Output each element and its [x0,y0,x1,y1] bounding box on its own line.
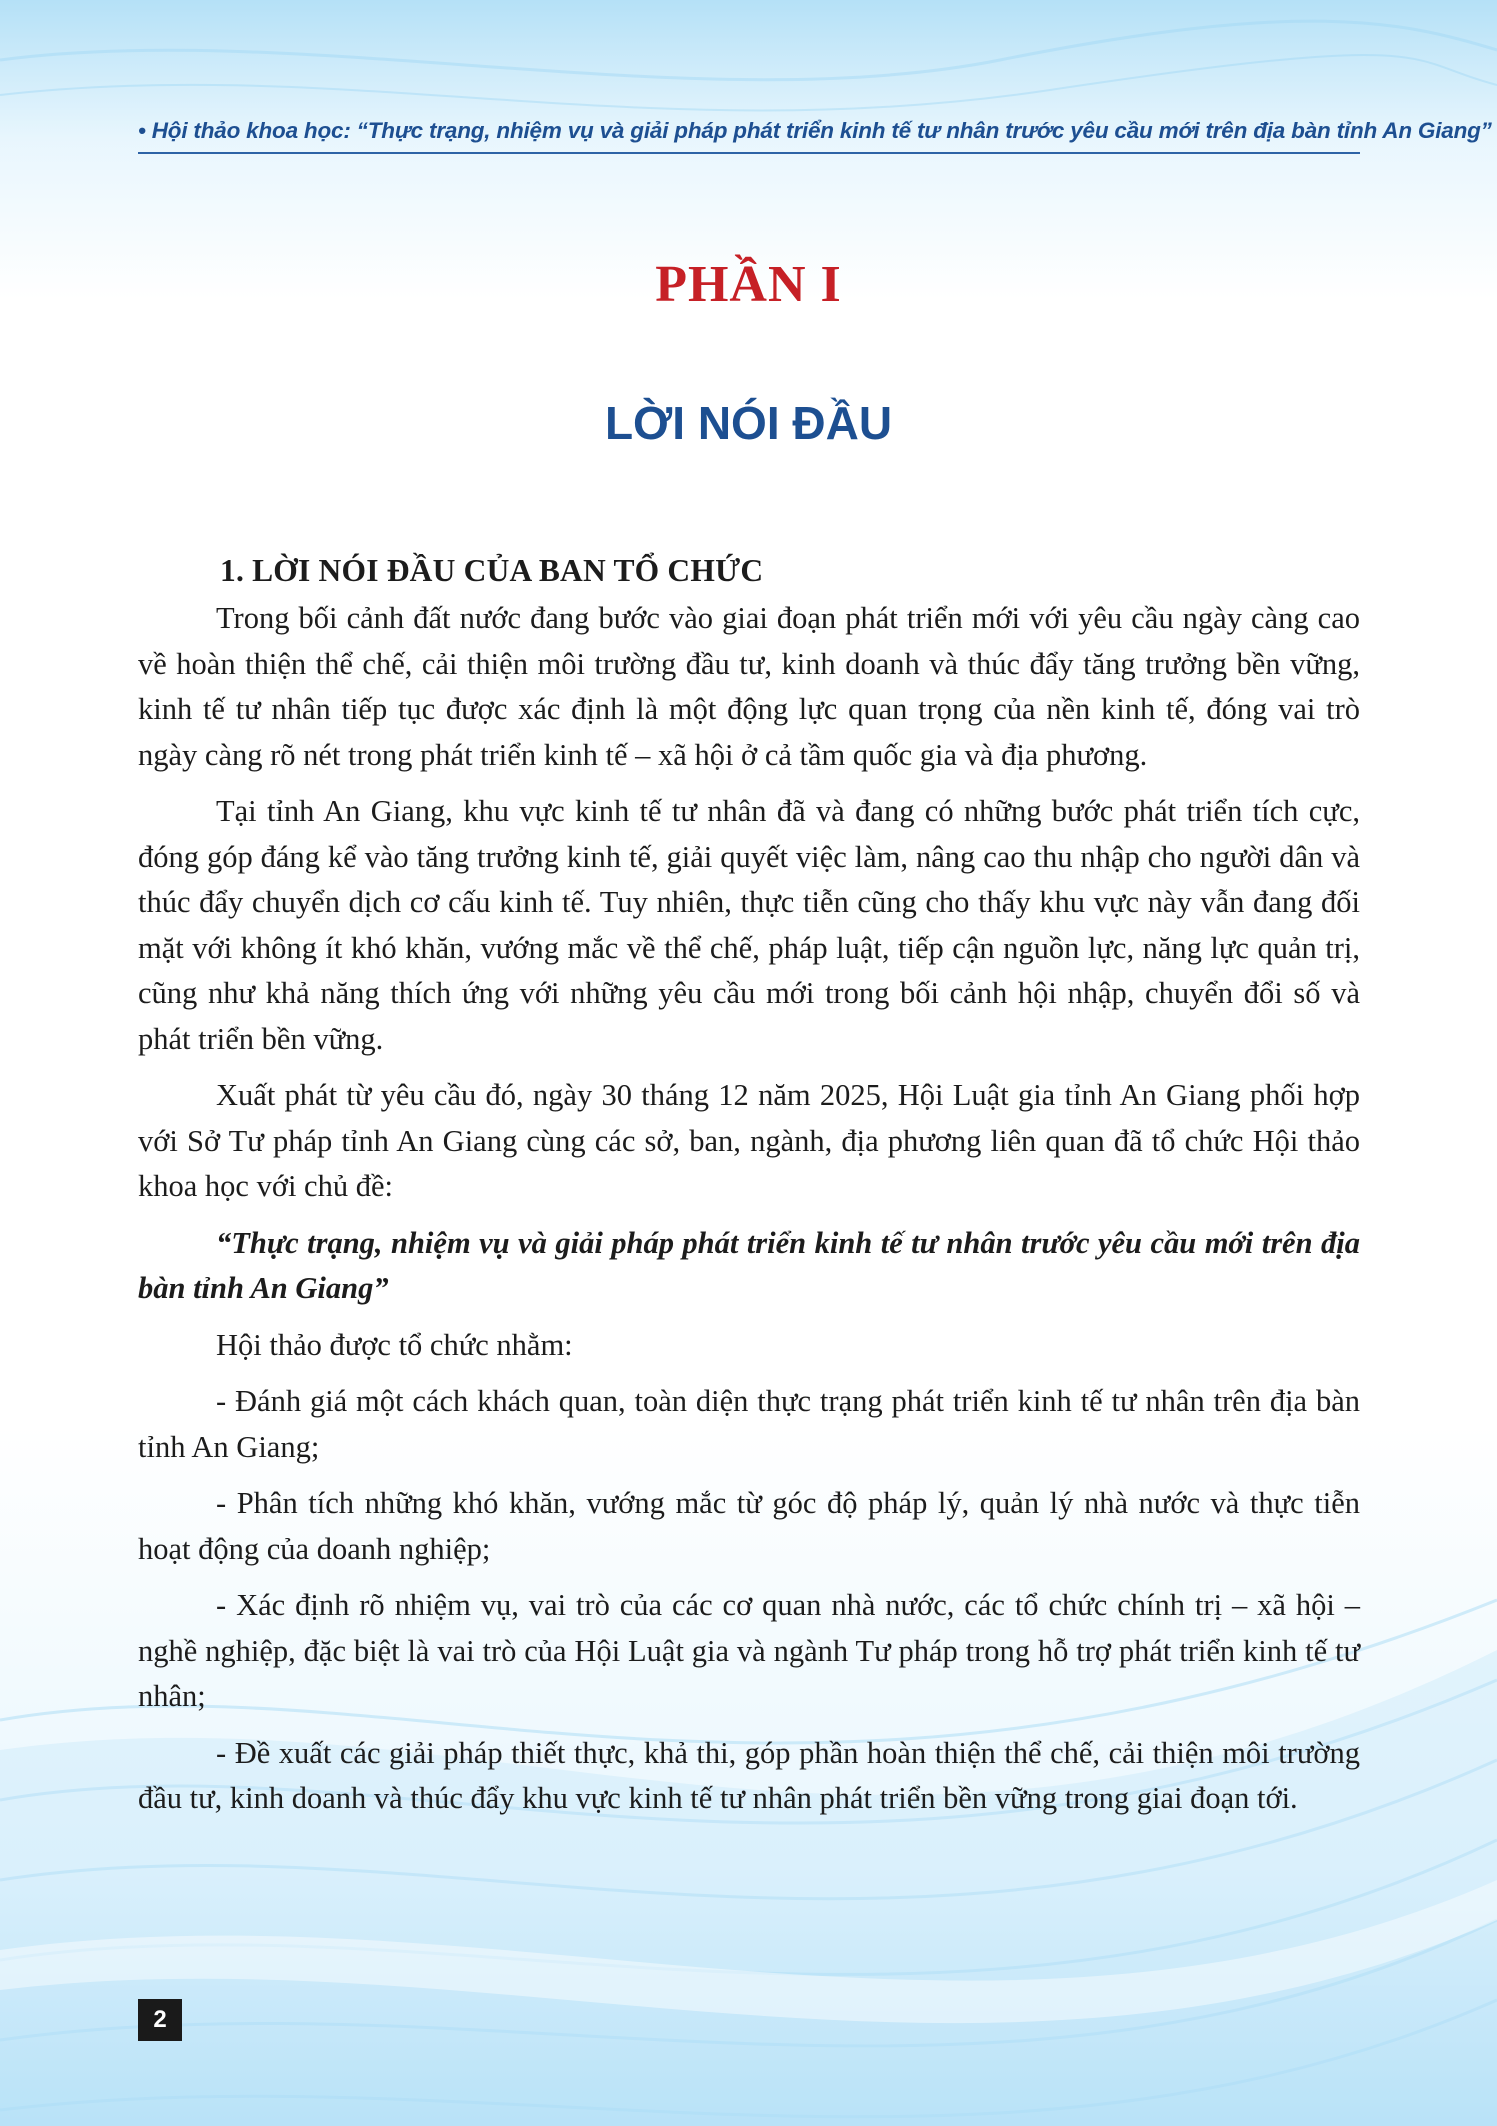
part-title: PHẦN I [655,256,842,313]
seminar-theme-quote: “Thực trạng, nhiệm vụ và giải pháp phát triển kinh tế tư nhân trước yêu cầu mới trên địa bàn tỉnh An Giang” [138,1225,1360,1305]
page-number: 2 [138,1999,182,2041]
objectives-intro: Hội thảo được tổ chức nhằm: [216,1327,573,1362]
objective-item: - Đề xuất các giải pháp thiết thực, khả thi, góp phần hoàn thiện thể chế, cải thiện môi trường đầu tư, kinh doanh và thúc đẩy khu vực kinh tế tư nhân phát triển bền vững trong giai đoạn tới. [138,1735,1360,1815]
preface-title: LỜI NÓI ĐẦU [604,397,893,449]
paragraph: Xuất phát từ yêu cầu đó, ngày 30 tháng 12 năm 2025, Hội Luật gia tỉnh An Giang phối hợp với Sở Tư pháp tỉnh An Giang cùng các sở, ban, ngành, địa phương liên quan đã tổ chức Hội thảo khoa học với chủ đề: [138,1078,1360,1203]
running-header: • Hội thảo khoa học: “Thực trạng, nhiệm vụ và giải pháp phát triển kinh tế tư nhân trước yêu cầu mới trên địa bàn tỉnh An Giang” [138,118,1492,143]
objective-item: - Phân tích những khó khăn, vướng mắc từ góc độ pháp lý, quản lý nhà nước và thực tiễn hoạt động của doanh nghiệp; [138,1486,1360,1566]
paragraph: Trong bối cảnh đất nước đang bước vào giai đoạn phát triển mới với yêu cầu ngày càng cao về hoàn thiện thể chế, cải thiện môi trường đầu tư, kinh doanh và thúc đẩy tăng trưởng bền vững, kinh tế tư nhân tiếp tục được xác định là một động lực quan trọng của nền kinh tế, đóng vai trò ngày càng rõ nét trong phát triển kinh tế – xã hội ở cả tầm quốc gia và địa phương. [138,601,1360,772]
section-heading: 1. LỜI NÓI ĐẦU CỦA BAN TỔ CHỨC [220,553,764,588]
paragraph: Tại tỉnh An Giang, khu vực kinh tế tư nhân đã và đang có những bước phát triển tích cực, đóng góp đáng kể vào tăng trưởng kinh tế, giải quyết việc làm, nâng cao thu nhập cho người dân và thúc đẩy chuyển dịch cơ cấu kinh tế. Tuy nhiên, thực tiễn cũng cho thấy khu vực này vẫn đang đối mặt với không ít khó khăn, vướng mắc về thể chế, pháp luật, tiếp cận nguồn lực, năng lực quản trị, cũng như khả năng thích ứng với những yêu cầu mới trong bối cảnh hội nhập, chuyển đổi số và phát triển bền vững. [138,794,1360,1056]
objective-item: - Xác định rõ nhiệm vụ, vai trò của các cơ quan nhà nước, các tổ chức chính trị – xã hội – nghề nghiệp, đặc biệt là vai trò của Hội Luật gia và ngành Tư pháp trong hỗ trợ phát triển kinh tế tư nhân; [138,1588,1360,1713]
objective-item: - Đánh giá một cách khách quan, toàn diện thực trạng phát triển kinh tế tư nhân trên địa bàn tỉnh An Giang; [138,1384,1360,1464]
header-rule [138,152,1360,154]
preface-section [138,546,1360,1833]
